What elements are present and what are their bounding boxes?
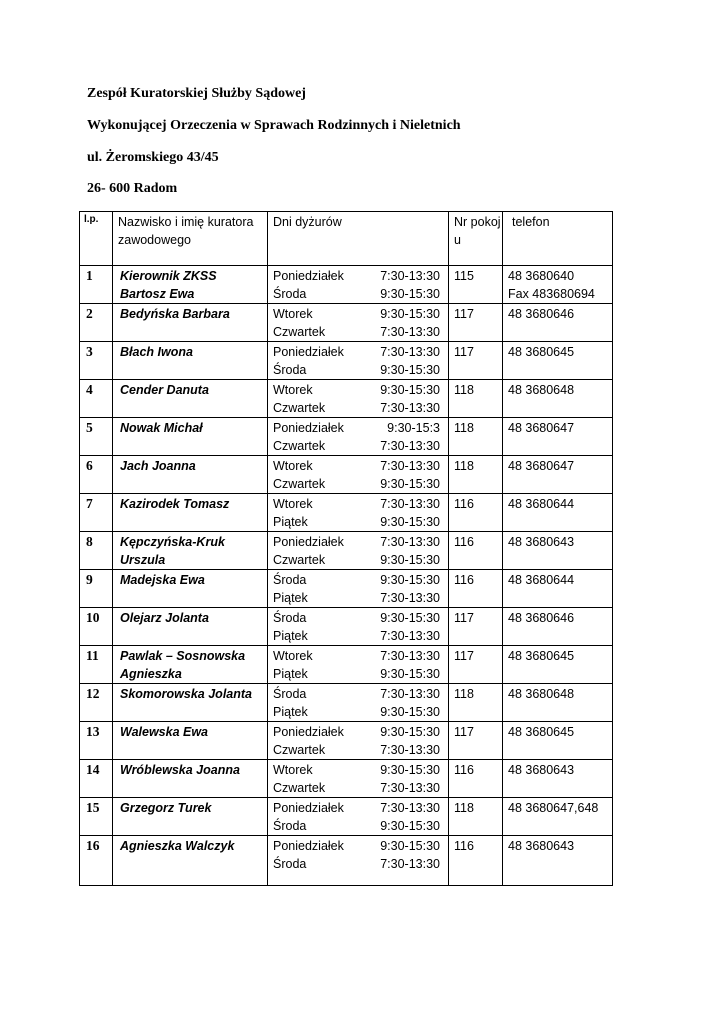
- room-number: 118: [449, 798, 503, 836]
- duty-day: Środa: [273, 611, 307, 625]
- duty-day-line: [273, 779, 448, 797]
- row-number: 3: [80, 342, 113, 380]
- officer-name: [113, 456, 268, 494]
- duty-day: Środa: [273, 819, 307, 833]
- phone-number: [503, 570, 613, 608]
- officer-name-line: Madejska Ewa: [120, 573, 205, 587]
- row-number: 9: [80, 570, 113, 608]
- table-row: [80, 798, 613, 836]
- duty-day-line: [273, 475, 448, 493]
- header-phone: telefon: [503, 212, 613, 266]
- header-room: Nr pokoj u: [449, 212, 503, 266]
- duty-days: [268, 684, 449, 722]
- duty-day-line: [273, 761, 448, 779]
- office-postal-city: 26- 600 Radom: [87, 181, 178, 196]
- row-number: 4: [80, 380, 113, 418]
- phone-line: 48 3680645: [508, 725, 575, 739]
- duty-hours: 7:30-13:30: [380, 459, 440, 473]
- duty-day-line: [273, 589, 448, 607]
- phone-line: Fax 483680694: [508, 287, 595, 301]
- phone-line: 48 3680645: [508, 345, 575, 359]
- duty-hours: 7:30-13:30: [380, 269, 440, 283]
- duty-days: [268, 760, 449, 798]
- phone-number: [503, 304, 613, 342]
- officer-name-line: Agnieszka Walczyk: [120, 839, 235, 853]
- table-header-row: [80, 212, 613, 266]
- officer-name-line: Jach Joanna: [120, 459, 196, 473]
- row-number: 12: [80, 684, 113, 722]
- duty-hours: 9:30-15:30: [380, 363, 440, 377]
- duty-hours: 9:30-15:30: [380, 763, 440, 777]
- phone-number: [503, 380, 613, 418]
- room-number: 116: [449, 494, 503, 532]
- duty-day-line: [273, 723, 448, 741]
- duty-hours: 9:30-15:30: [380, 705, 440, 719]
- duty-day: Wtorek: [273, 307, 313, 321]
- office-name-line1: Zespół Kuratorskiej Służby Sądowej: [87, 86, 306, 101]
- phone-line: 48 3680643: [508, 535, 575, 549]
- phone-line: 48 3680647,648: [508, 801, 599, 815]
- room-number: 117: [449, 304, 503, 342]
- phone-line: 48 3680648: [508, 687, 575, 701]
- officer-name-line: Urszula: [120, 553, 166, 567]
- duty-hours: 7:30-13:30: [380, 687, 440, 701]
- duty-day-line: [273, 267, 448, 285]
- officer-name-line: Nowak Michał: [120, 421, 203, 435]
- duty-days: [268, 418, 449, 456]
- duty-day: Poniedziałek: [273, 535, 344, 549]
- officer-name-line: Kazirodek Tomasz: [120, 497, 230, 511]
- row-number: 1: [80, 266, 113, 304]
- duty-day: Poniedziałek: [273, 801, 344, 815]
- room-number: 116: [449, 532, 503, 570]
- duty-day-line: [273, 627, 448, 645]
- officer-name-line: Cender Danuta: [120, 383, 209, 397]
- duty-day: Wtorek: [273, 763, 313, 777]
- duty-day-line: [273, 703, 448, 721]
- officer-name: [113, 722, 268, 760]
- officer-name: [113, 646, 268, 684]
- duty-day: Piątek: [273, 629, 308, 643]
- room-number: 118: [449, 684, 503, 722]
- duty-hours: 7:30-13:30: [380, 781, 440, 795]
- duty-day: Czwartek: [273, 401, 326, 415]
- duty-hours: 9:30-15:30: [380, 667, 440, 681]
- room-number: 118: [449, 418, 503, 456]
- duty-hours: 9:30-15:30: [380, 287, 440, 301]
- row-number: 10: [80, 608, 113, 646]
- phone-number: [503, 608, 613, 646]
- row-number: 5: [80, 418, 113, 456]
- duty-day-line: [273, 571, 448, 589]
- room-number: 116: [449, 570, 503, 608]
- duty-days: [268, 570, 449, 608]
- officer-name-line: Olejarz Jolanta: [120, 611, 209, 625]
- table-row: [80, 380, 613, 418]
- table-row: [80, 494, 613, 532]
- table-row: [80, 646, 613, 684]
- duty-day-line: [273, 685, 448, 703]
- table-row: [80, 418, 613, 456]
- duty-hours: 7:30-13:30: [380, 535, 440, 549]
- table-row: [80, 836, 613, 886]
- table-row: [80, 570, 613, 608]
- officer-name: [113, 380, 268, 418]
- table-row: [80, 304, 613, 342]
- duty-day-line: [273, 361, 448, 379]
- duty-days: [268, 836, 449, 886]
- officer-name-line: Walewska Ewa: [120, 725, 209, 739]
- table-row: [80, 342, 613, 380]
- duty-day-line: [273, 419, 448, 437]
- row-number: 13: [80, 722, 113, 760]
- duty-day-line: [273, 513, 448, 531]
- duty-day: Środa: [273, 573, 307, 587]
- duty-day-line: [273, 399, 448, 417]
- header-days: Dni dyżurów: [268, 212, 449, 266]
- officer-name-line: Kierownik ZKSS: [120, 269, 217, 283]
- phone-line: 48 3680640: [508, 269, 575, 283]
- room-number: 117: [449, 608, 503, 646]
- duty-days: [268, 380, 449, 418]
- room-number: 118: [449, 380, 503, 418]
- duty-hours: 9:30-15:30: [380, 477, 440, 491]
- duty-day-line: [273, 381, 448, 399]
- officer-name: [113, 836, 268, 886]
- duty-day: Wtorek: [273, 497, 313, 511]
- duty-hours: 7:30-13:30: [380, 857, 440, 871]
- row-number: 11: [80, 646, 113, 684]
- duty-day: Czwartek: [273, 477, 326, 491]
- duty-days: [268, 266, 449, 304]
- duty-day: Poniedziałek: [273, 269, 344, 283]
- duty-hours: 7:30-13:30: [380, 591, 440, 605]
- phone-line: 48 3680646: [508, 611, 575, 625]
- duty-day-line: [273, 799, 448, 817]
- duty-day: Środa: [273, 857, 307, 871]
- duty-day-line: [273, 647, 448, 665]
- row-number: 8: [80, 532, 113, 570]
- phone-number: [503, 532, 613, 570]
- duty-day-line: [273, 323, 448, 341]
- phone-number: [503, 646, 613, 684]
- phone-number: [503, 798, 613, 836]
- duty-day-line: [273, 495, 448, 513]
- duty-day: Czwartek: [273, 325, 326, 339]
- duty-days: [268, 456, 449, 494]
- duty-day: Czwartek: [273, 439, 326, 453]
- phone-number: [503, 684, 613, 722]
- duty-day: Czwartek: [273, 743, 326, 757]
- table-row: [80, 760, 613, 798]
- duty-hours: 7:30-13:30: [380, 401, 440, 415]
- duty-day: Czwartek: [273, 553, 326, 567]
- officer-name: [113, 760, 268, 798]
- duty-hours: 9:30-15:30: [380, 307, 440, 321]
- duty-hours: 9:30-15:30: [380, 515, 440, 529]
- duty-hours: 7:30-13:30: [380, 345, 440, 359]
- duty-hours: 7:30-13:30: [380, 439, 440, 453]
- officer-name: [113, 494, 268, 532]
- phone-line: 48 3680644: [508, 497, 575, 511]
- duty-day: Poniedziałek: [273, 725, 344, 739]
- duty-days: [268, 646, 449, 684]
- officer-name: [113, 342, 268, 380]
- office-street: ul. Żeromskiego 43/45: [87, 150, 219, 165]
- duty-hours: 7:30-13:30: [380, 801, 440, 815]
- room-number: 115: [449, 266, 503, 304]
- duty-days: [268, 798, 449, 836]
- table-row: [80, 456, 613, 494]
- header-name: Nazwisko i imię kuratora zawodowego: [113, 212, 268, 266]
- phone-number: [503, 494, 613, 532]
- duty-hours: 9:30-15:30: [380, 553, 440, 567]
- duty-hours: 9:30-15:30: [380, 573, 440, 587]
- duty-hours: 9:30-15:30: [380, 383, 440, 397]
- row-number: 15: [80, 798, 113, 836]
- table-row: [80, 266, 613, 304]
- officer-name-line: Kępczyńska-Kruk: [120, 535, 225, 549]
- office-name-line2: Wykonującej Orzeczenia w Sprawach Rodzinnych i Nieletnich: [87, 118, 461, 133]
- duty-days: [268, 608, 449, 646]
- table-row: [80, 684, 613, 722]
- duty-day-line: [273, 305, 448, 323]
- duty-days: [268, 722, 449, 760]
- room-number: 117: [449, 722, 503, 760]
- officer-name: [113, 532, 268, 570]
- duty-day: Poniedziałek: [273, 839, 344, 853]
- phone-line: 48 3680647: [508, 459, 575, 473]
- phone-number: [503, 456, 613, 494]
- phone-number: [503, 266, 613, 304]
- phone-line: 48 3680643: [508, 763, 575, 777]
- duty-day-line: [273, 457, 448, 475]
- duty-hours: 7:30-13:30: [380, 497, 440, 511]
- duty-hours: 9:30-15:3: [387, 421, 440, 435]
- phone-number: [503, 342, 613, 380]
- duty-hours: 9:30-15:30: [380, 725, 440, 739]
- officer-name: [113, 608, 268, 646]
- duty-day-line: [273, 609, 448, 627]
- officer-name-line: Grzegorz Turek: [120, 801, 212, 815]
- phone-number: [503, 836, 613, 886]
- room-number: 116: [449, 760, 503, 798]
- duty-day: Piątek: [273, 667, 308, 681]
- phone-line: 48 3680644: [508, 573, 575, 587]
- duty-hours: 9:30-15:30: [380, 819, 440, 833]
- table-row: [80, 722, 613, 760]
- row-number: 7: [80, 494, 113, 532]
- duty-day-line: [273, 533, 448, 551]
- duty-hours: 7:30-13:30: [380, 743, 440, 757]
- officer-name: [113, 266, 268, 304]
- duty-day: Wtorek: [273, 649, 313, 663]
- row-number: 6: [80, 456, 113, 494]
- duty-hours: 9:30-15:30: [380, 611, 440, 625]
- officer-name: [113, 418, 268, 456]
- duty-day-line: [273, 665, 448, 683]
- duty-day: Piątek: [273, 591, 308, 605]
- phone-number: [503, 418, 613, 456]
- duty-hours: 7:30-13:30: [380, 649, 440, 663]
- phone-line: 48 3680648: [508, 383, 575, 397]
- table-body: [80, 266, 613, 886]
- row-number: 2: [80, 304, 113, 342]
- duty-day: Piątek: [273, 515, 308, 529]
- duty-day: Środa: [273, 363, 307, 377]
- duty-day: Wtorek: [273, 459, 313, 473]
- officer-name-line: Wróblewska Joanna: [120, 763, 240, 777]
- officer-name-line: Agnieszka: [120, 667, 182, 681]
- officer-name-line: Błach Iwona: [120, 345, 193, 359]
- duty-hours: 7:30-13:30: [380, 325, 440, 339]
- phone-line: 48 3680645: [508, 649, 575, 663]
- officer-name: [113, 798, 268, 836]
- duty-day-line: [273, 855, 448, 873]
- header-lp: l.p.: [80, 212, 113, 266]
- duty-day-line: [273, 437, 448, 455]
- duty-day: Poniedziałek: [273, 345, 344, 359]
- duty-day: Środa: [273, 687, 307, 701]
- officer-name: [113, 304, 268, 342]
- duty-days: [268, 532, 449, 570]
- phone-line: 48 3680643: [508, 839, 575, 853]
- officer-name: [113, 684, 268, 722]
- row-number: 14: [80, 760, 113, 798]
- phone-number: [503, 760, 613, 798]
- room-number: 118: [449, 456, 503, 494]
- table-row: [80, 608, 613, 646]
- phone-number: [503, 722, 613, 760]
- room-number: 117: [449, 646, 503, 684]
- duty-hours: 7:30-13:30: [380, 629, 440, 643]
- officer-name-line: Bedyńska Barbara: [120, 307, 230, 321]
- phone-line: 48 3680646: [508, 307, 575, 321]
- duty-day: Czwartek: [273, 781, 326, 795]
- officer-name-line: Skomorowska Jolanta: [120, 687, 252, 701]
- duty-day-line: [273, 741, 448, 759]
- duty-day-line: [273, 285, 448, 303]
- duty-day: Poniedziałek: [273, 421, 344, 435]
- officer-name-line: Bartosz Ewa: [120, 287, 195, 301]
- duty-day: Piątek: [273, 705, 308, 719]
- duty-day: Środa: [273, 287, 307, 301]
- officer-name: [113, 570, 268, 608]
- table-row: [80, 532, 613, 570]
- duty-day-line: [273, 551, 448, 569]
- room-number: 116: [449, 836, 503, 886]
- duty-day-line: [273, 837, 448, 855]
- duty-schedule-table: [79, 211, 613, 886]
- officer-name-line: Pawlak – Sosnowska: [120, 649, 246, 663]
- duty-day-line: [273, 343, 448, 361]
- duty-days: [268, 494, 449, 532]
- room-number: 117: [449, 342, 503, 380]
- duty-days: [268, 342, 449, 380]
- duty-hours: 9:30-15:30: [380, 839, 440, 853]
- duty-day: Wtorek: [273, 383, 313, 397]
- duty-days: [268, 304, 449, 342]
- duty-day-line: [273, 817, 448, 835]
- row-number: 16: [80, 836, 113, 886]
- phone-line: 48 3680647: [508, 421, 575, 435]
